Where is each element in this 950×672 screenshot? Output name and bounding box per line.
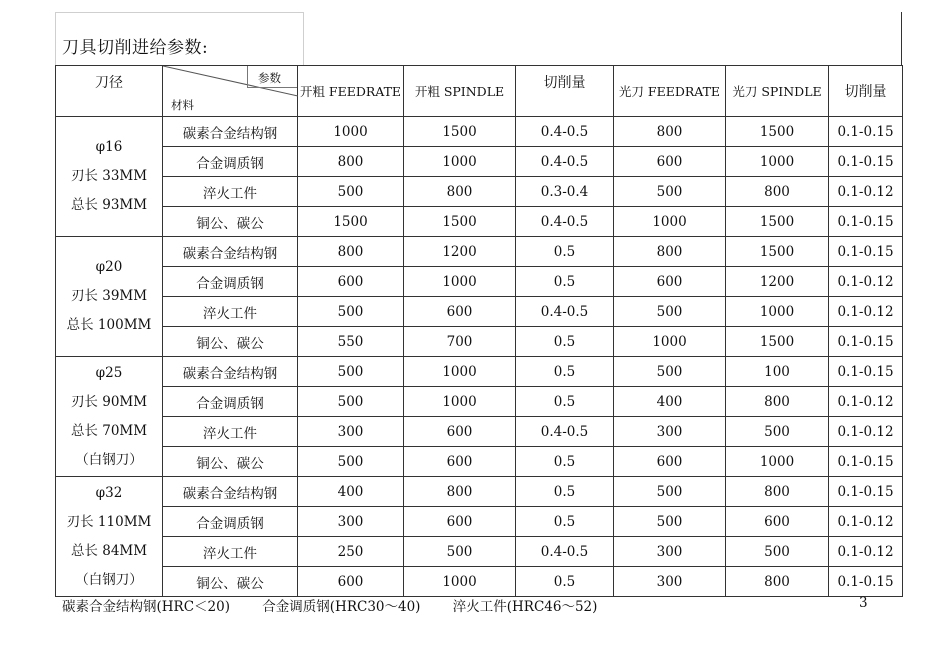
finish-cut-cell: 0.1-0.15	[829, 477, 903, 507]
rough-feed-cell: 800	[298, 147, 404, 177]
material-cell: 淬火工件	[163, 297, 298, 327]
material-cell: 铜公、碳公	[163, 447, 298, 477]
tool-size-cell	[56, 237, 163, 357]
rough-feed-cell: 500	[298, 357, 404, 387]
finish-cut-cell: 0.1-0.12	[829, 267, 903, 297]
finish-feed-cell: 800	[614, 237, 726, 267]
header-material: 材料	[171, 98, 194, 112]
note-alloy-steel: 合金调质钢(HRC30～40)	[262, 599, 421, 615]
rough-spindle-cell: 800	[404, 477, 516, 507]
rough-feed-cell: 1500	[298, 207, 404, 237]
tool-total-length: 总长 93MM	[70, 197, 148, 213]
finish-feed-cell: 500	[614, 357, 726, 387]
tool-total-length: 总长 84MM	[70, 542, 148, 559]
table-row	[56, 207, 903, 237]
rough-cut-cell: 0.5	[516, 327, 614, 357]
material-cell: 铜公、碳公	[163, 327, 298, 357]
finish-spindle-cell: 1500	[726, 207, 829, 237]
material-cell: 铜公、碳公	[163, 207, 298, 237]
rough-spindle-cell: 1000	[404, 567, 516, 597]
header-diagonal-cell	[163, 66, 298, 117]
rough-cut-cell: 0.3-0.4	[516, 177, 614, 207]
finish-cut-cell: 0.1-0.12	[829, 537, 903, 567]
page-title: 刀具切削进给参数:	[62, 38, 209, 58]
finish-feed-cell: 300	[614, 417, 726, 447]
material-cell: 碳素合金结构钢	[163, 477, 298, 507]
header-diameter: 刀径	[56, 66, 163, 117]
rough-cut-cell: 0.5	[516, 357, 614, 387]
hardness-notes	[62, 595, 625, 615]
table-row	[56, 387, 903, 417]
finish-spindle-cell: 800	[726, 477, 829, 507]
finish-cut-cell: 0.1-0.12	[829, 177, 903, 207]
tool-diameter: φ20	[95, 259, 123, 275]
material-cell: 淬火工件	[163, 537, 298, 567]
page-number: 3	[859, 595, 868, 611]
rough-feed-cell: 550	[298, 327, 404, 357]
table-row	[56, 297, 903, 327]
rough-spindle-cell: 1500	[404, 207, 516, 237]
table-row	[56, 357, 903, 387]
material-cell: 淬火工件	[163, 177, 298, 207]
finish-spindle-cell: 600	[726, 507, 829, 537]
material-cell: 合金调质钢	[163, 387, 298, 417]
tool-type-note: （白钢刀）	[75, 451, 143, 468]
rough-spindle-cell: 600	[404, 297, 516, 327]
tool-total-length: 总长 70MM	[70, 422, 148, 439]
finish-spindle-cell: 1000	[726, 147, 829, 177]
rough-cut-cell: 0.5	[516, 477, 614, 507]
finish-feed-cell: 500	[614, 477, 726, 507]
table-row	[56, 417, 903, 447]
finish-cut-cell: 0.1-0.15	[829, 357, 903, 387]
tool-size-cell	[56, 477, 163, 597]
finish-feed-cell: 300	[614, 567, 726, 597]
finish-feed-cell: 1000	[614, 207, 726, 237]
rough-cut-cell: 0.5	[516, 387, 614, 417]
finish-spindle-cell: 1500	[726, 327, 829, 357]
title-box	[55, 12, 304, 65]
header-param: 参数	[258, 71, 281, 85]
material-cell: 淬火工件	[163, 417, 298, 447]
table-row	[56, 447, 903, 477]
rough-spindle-cell: 700	[404, 327, 516, 357]
rough-feed-cell: 500	[298, 297, 404, 327]
rough-feed-cell: 400	[298, 477, 404, 507]
table-row	[56, 147, 903, 177]
table-row	[56, 117, 903, 147]
tool-size-cell	[56, 117, 163, 237]
rough-spindle-cell: 1200	[404, 237, 516, 267]
material-cell: 合金调质钢	[163, 147, 298, 177]
tool-size-cell	[56, 357, 163, 477]
rough-cut-cell: 0.4-0.5	[516, 147, 614, 177]
finish-cut-cell: 0.1-0.15	[829, 327, 903, 357]
material-cell: 铜公、碳公	[163, 567, 298, 597]
rough-feed-cell: 300	[298, 507, 404, 537]
finish-feed-cell: 400	[614, 387, 726, 417]
material-cell: 碳素合金结构钢	[163, 357, 298, 387]
material-cell: 碳素合金结构钢	[163, 237, 298, 267]
finish-feed-cell: 500	[614, 507, 726, 537]
rough-cut-cell: 0.4-0.5	[516, 417, 614, 447]
rough-feed-cell: 800	[298, 237, 404, 267]
finish-spindle-cell: 1200	[726, 267, 829, 297]
rough-spindle-cell: 600	[404, 417, 516, 447]
page-border-line	[901, 12, 902, 66]
rough-spindle-cell: 1000	[404, 387, 516, 417]
finish-spindle-cell: 500	[726, 417, 829, 447]
finish-cut-cell: 0.1-0.15	[829, 237, 903, 267]
rough-cut-cell: 0.5	[516, 267, 614, 297]
tool-diameter: φ16	[95, 139, 123, 155]
tool-blade-length: 刃长 90MM	[70, 393, 148, 410]
finish-spindle-cell: 800	[726, 387, 829, 417]
finish-spindle-cell: 500	[726, 537, 829, 567]
note-hardened: 淬火工件(HRC46～52)	[452, 599, 598, 615]
finish-cut-cell: 0.1-0.15	[829, 567, 903, 597]
finish-cut-cell: 0.1-0.15	[829, 117, 903, 147]
finish-feed-cell: 300	[614, 537, 726, 567]
header-finish-spindle: 光刀 SPINDLE	[726, 66, 829, 117]
rough-cut-cell: 0.4-0.5	[516, 297, 614, 327]
rough-cut-cell: 0.5	[516, 507, 614, 537]
tool-blade-length: 刃长 39MM	[70, 288, 148, 304]
finish-feed-cell: 600	[614, 267, 726, 297]
finish-cut-cell: 0.1-0.15	[829, 147, 903, 177]
header-rough-feed: 开粗 FEEDRATE	[298, 66, 404, 117]
finish-spindle-cell: 1500	[726, 237, 829, 267]
tool-blade-length: 刃长 33MM	[70, 168, 148, 184]
rough-feed-cell: 1000	[298, 117, 404, 147]
table-row	[56, 507, 903, 537]
header-rough-cut: 切削量	[516, 66, 614, 117]
rough-spindle-cell: 1000	[404, 147, 516, 177]
finish-cut-cell: 0.1-0.12	[829, 507, 903, 537]
rough-spindle-cell: 1500	[404, 117, 516, 147]
rough-feed-cell: 500	[298, 447, 404, 477]
finish-spindle-cell: 800	[726, 177, 829, 207]
header-finish-cut: 切削量	[829, 66, 903, 117]
table-row	[56, 237, 903, 267]
finish-cut-cell: 0.1-0.12	[829, 387, 903, 417]
tool-diameter: φ25	[95, 364, 123, 381]
table-row	[56, 567, 903, 597]
rough-cut-cell: 0.5	[516, 237, 614, 267]
finish-feed-cell: 500	[614, 177, 726, 207]
finish-feed-cell: 500	[614, 297, 726, 327]
finish-cut-cell: 0.1-0.12	[829, 417, 903, 447]
rough-cut-cell: 0.4-0.5	[516, 537, 614, 567]
material-cell: 碳素合金结构钢	[163, 117, 298, 147]
finish-spindle-cell: 1000	[726, 297, 829, 327]
rough-cut-cell: 0.5	[516, 447, 614, 477]
finish-spindle-cell: 800	[726, 567, 829, 597]
material-cell: 合金调质钢	[163, 267, 298, 297]
tool-blade-length: 刃长 110MM	[66, 513, 152, 530]
rough-feed-cell: 300	[298, 417, 404, 447]
finish-feed-cell: 600	[614, 147, 726, 177]
finish-cut-cell: 0.1-0.12	[829, 297, 903, 327]
finish-spindle-cell: 100	[726, 357, 829, 387]
table-header-row	[56, 66, 903, 117]
tool-diameter: φ32	[95, 484, 123, 501]
table-row	[56, 177, 903, 207]
rough-feed-cell: 600	[298, 567, 404, 597]
header-rough-spindle: 开粗 SPINDLE	[404, 66, 516, 117]
finish-spindle-cell: 1000	[726, 447, 829, 477]
material-cell: 合金调质钢	[163, 507, 298, 537]
table-row	[56, 267, 903, 297]
table-row	[56, 327, 903, 357]
finish-spindle-cell: 1500	[726, 117, 829, 147]
tool-type-note: （白钢刀）	[75, 571, 143, 588]
rough-feed-cell: 600	[298, 267, 404, 297]
rough-spindle-cell: 1000	[404, 267, 516, 297]
rough-feed-cell: 500	[298, 177, 404, 207]
rough-cut-cell: 0.5	[516, 567, 614, 597]
finish-feed-cell: 1000	[614, 327, 726, 357]
tool-total-length: 总长 100MM	[66, 317, 152, 333]
finish-feed-cell: 800	[614, 117, 726, 147]
cutting-parameters-table	[55, 65, 903, 597]
rough-spindle-cell: 600	[404, 507, 516, 537]
rough-spindle-cell: 800	[404, 177, 516, 207]
rough-cut-cell: 0.4-0.5	[516, 117, 614, 147]
table-row	[56, 537, 903, 567]
finish-feed-cell: 600	[614, 447, 726, 477]
rough-cut-cell: 0.4-0.5	[516, 207, 614, 237]
finish-cut-cell: 0.1-0.15	[829, 447, 903, 477]
rough-feed-cell: 500	[298, 387, 404, 417]
note-carbon-steel: 碳素合金结构钢(HRC＜20)	[62, 599, 230, 615]
table-row	[56, 477, 903, 507]
rough-spindle-cell: 600	[404, 447, 516, 477]
finish-cut-cell: 0.1-0.15	[829, 207, 903, 237]
rough-spindle-cell: 500	[404, 537, 516, 567]
header-finish-feed: 光刀 FEEDRATE	[614, 66, 726, 117]
rough-feed-cell: 250	[298, 537, 404, 567]
rough-spindle-cell: 1000	[404, 357, 516, 387]
